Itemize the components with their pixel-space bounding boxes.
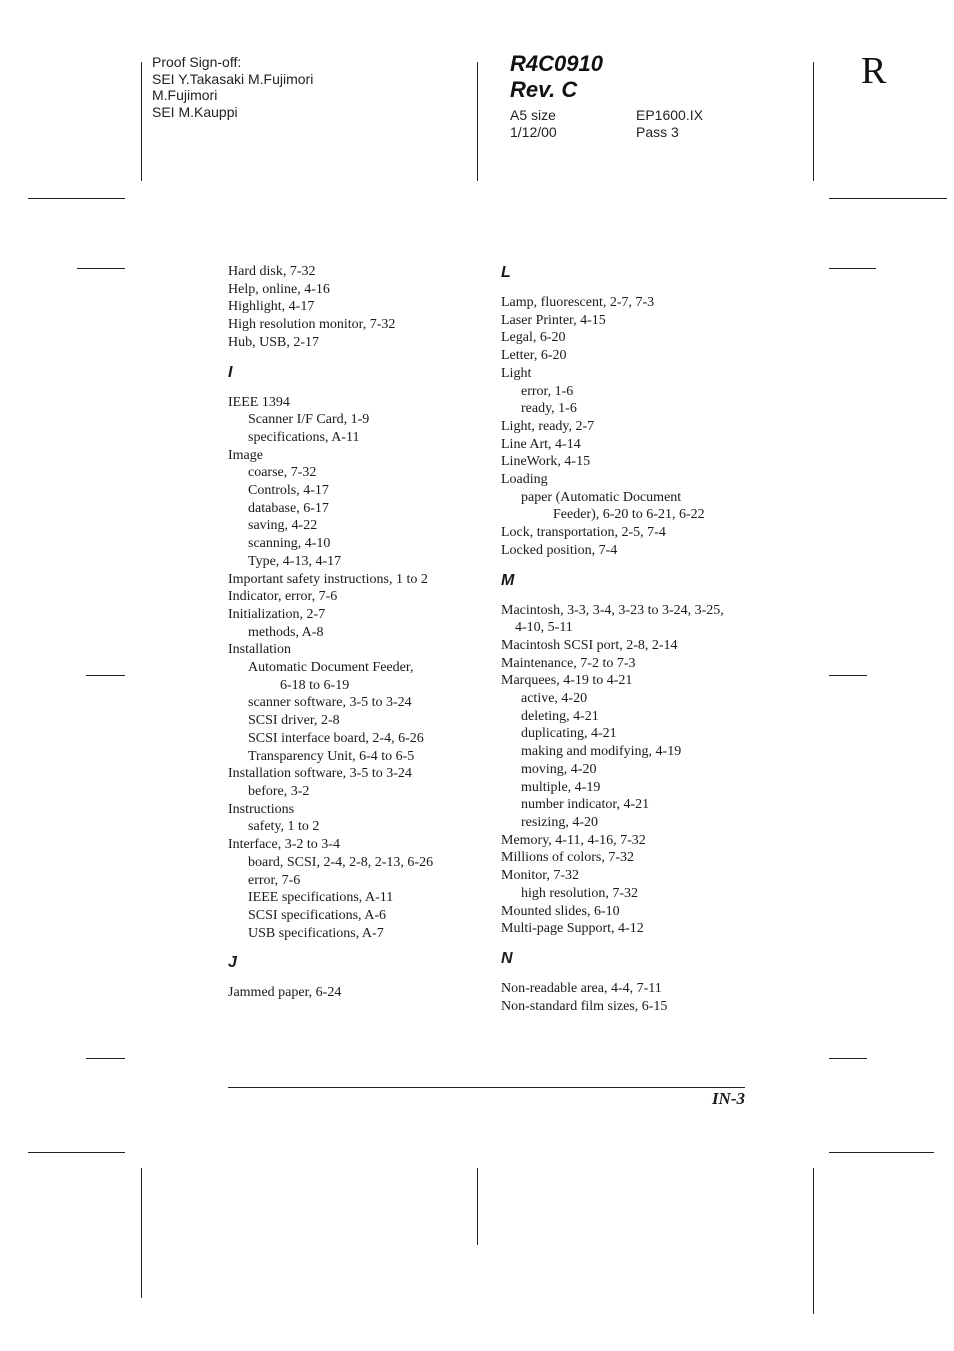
index-subentry: number indicator, 4-21 — [521, 797, 650, 813]
doc-code: R4C0910 — [510, 51, 603, 76]
index-entry: Indicator, error, 7-6 — [228, 589, 338, 605]
index-subentry: duplicating, 4-21 — [521, 726, 617, 742]
index-entry: Laser Printer, 4-15 — [501, 312, 606, 328]
index-group-i — [228, 394, 473, 943]
crop-mark-vertical — [477, 62, 478, 181]
crop-mark-vertical — [477, 1168, 478, 1245]
index-subentry: scanner software, 3-5 to 3-24 — [248, 695, 412, 711]
index-subentry: active, 4-20 — [521, 691, 588, 707]
index-entry: Line Art, 4-14 — [501, 436, 581, 452]
footer-rule — [228, 1087, 745, 1088]
index-entry: Legal, 6-20 — [501, 330, 566, 346]
index-entry: Lamp, fluorescent, 2-7, 7-3 — [501, 295, 655, 310]
index-subentry: before, 3-2 — [248, 783, 310, 799]
proof-signoff-block — [152, 54, 313, 120]
index-subentry: moving, 4-20 — [521, 761, 597, 777]
index-entry: Loading — [501, 472, 548, 488]
index-entry: IEEE 1394 — [228, 394, 290, 410]
index-subentry: saving, 4-22 — [248, 518, 318, 534]
index-entry: Memory, 4-11, 4-16, 7-32 — [501, 832, 646, 848]
index-entry: Light — [501, 365, 532, 381]
index-subentry: high resolution, 7-32 — [521, 885, 639, 901]
index-entry: Locked position, 7-4 — [501, 542, 618, 558]
index-subentry: database, 6-17 — [248, 500, 329, 516]
index-entry: Interface, 3-2 to 3-4 — [228, 837, 340, 853]
index-entry: Image — [228, 447, 263, 463]
crop-mark-horizontal — [77, 268, 125, 269]
crop-mark-horizontal — [829, 1152, 934, 1153]
index-column-left — [228, 263, 473, 1002]
index-entry: LineWork, 4-15 — [501, 454, 591, 470]
index-subentry: Automatic Document Feeder, — [248, 660, 414, 676]
index-subentry: Type, 4-13, 4-17 — [248, 553, 342, 569]
index-subentry: resizing, 4-20 — [521, 814, 598, 830]
index-entry: Instructions — [228, 801, 295, 817]
doc-info-left — [510, 107, 557, 140]
index-subentry: error, 7-6 — [248, 872, 301, 888]
index-entry: Marquees, 4-19 to 4-21 — [501, 673, 633, 689]
index-entry: Millions of colors, 7-32 — [501, 850, 634, 866]
crop-mark-vertical — [141, 62, 142, 181]
doc-title-block — [510, 51, 603, 103]
index-entry: Installation — [228, 642, 291, 658]
index-group-n — [501, 980, 751, 1015]
index-subentry: Transparency Unit, 6-4 to 6-5 — [248, 748, 415, 764]
index-entry: Mounted slides, 6-10 — [501, 903, 620, 919]
index-subentry: Feeder), 6-20 to 6-21, 6-22 — [553, 507, 705, 523]
index-subentry: coarse, 7-32 — [248, 465, 317, 481]
index-entry: Macintosh SCSI port, 2-8, 2-14 — [501, 637, 678, 653]
doc-info-right — [636, 107, 703, 140]
index-subentry: 4-10, 5-11 — [515, 620, 573, 636]
index-subentry: multiple, 4-19 — [521, 779, 601, 795]
index-entry: Macintosh, 3-3, 3-4, 3-23 to 3-24, 3-25, — [501, 602, 724, 618]
section-heading-m: M — [501, 571, 515, 589]
index-subentry: SCSI specifications, A-6 — [248, 907, 387, 923]
crop-mark-horizontal — [829, 1058, 867, 1059]
crop-mark-horizontal — [829, 675, 867, 676]
index-entry: Hub, USB, 2-17 — [228, 334, 320, 350]
doc-pass: Pass 3 — [636, 123, 679, 140]
section-heading-i: I — [228, 363, 233, 381]
index-subentry: scanning, 4-10 — [248, 536, 331, 552]
index-entry: Help, online, 4-16 — [228, 281, 330, 297]
index-subentry: paper (Automatic Document — [521, 489, 682, 505]
index-entry: Monitor, 7-32 — [501, 868, 579, 884]
index-entry: Letter, 6-20 — [501, 348, 567, 364]
index-entry: Non-standard film sizes, 6-15 — [501, 998, 668, 1014]
corner-letter: R — [861, 50, 887, 92]
index-subentry: 6-18 to 6-19 — [280, 677, 350, 693]
crop-mark-vertical — [813, 62, 814, 181]
index-subentry: ready, 1-6 — [521, 401, 577, 417]
crop-mark-vertical — [141, 1168, 142, 1298]
index-group-l — [501, 294, 751, 560]
index-subentry: error, 1-6 — [521, 383, 574, 399]
index-group-m — [501, 602, 751, 938]
index-group-j — [228, 984, 473, 1002]
index-entry: Maintenance, 7-2 to 7-3 — [501, 655, 636, 671]
doc-revision: Rev. C — [510, 77, 578, 102]
proof-line: Proof Sign-off: — [152, 54, 242, 70]
index-entry: Light, ready, 2-7 — [501, 418, 595, 434]
index-subentry: making and modifying, 4-19 — [521, 744, 682, 760]
index-entry: Installation software, 3-5 to 3-24 — [228, 766, 412, 782]
index-subentry: SCSI driver, 2-8 — [248, 713, 340, 729]
index-entry: Non-readable area, 4-4, 7-11 — [501, 980, 662, 996]
proof-line: SEI M.Kauppi — [152, 103, 238, 120]
doc-file: EP1600.IX — [636, 107, 703, 123]
crop-mark-horizontal — [829, 268, 876, 269]
index-subentry: USB specifications, A-7 — [248, 925, 384, 941]
proof-line: SEI Y.Takasaki M.Fujimori — [152, 70, 314, 87]
index-entry: Highlight, 4-17 — [228, 299, 315, 315]
index-subentry: safety, 1 to 2 — [248, 819, 320, 835]
crop-mark-horizontal — [28, 198, 125, 199]
index-subentry: SCSI interface board, 2-4, 6-26 — [248, 730, 424, 746]
crop-mark-vertical — [813, 1168, 814, 1314]
index-group-h — [228, 263, 473, 352]
crop-mark-horizontal — [28, 1152, 125, 1153]
doc-date: 1/12/00 — [510, 123, 557, 140]
index-entry: Important safety instructions, 1 to 2 — [228, 571, 428, 587]
index-subentry: board, SCSI, 2-4, 2-8, 2-13, 6-26 — [248, 854, 434, 870]
index-entry: Initialization, 2-7 — [228, 606, 326, 622]
doc-size: A5 size — [510, 107, 556, 123]
index-column-right — [501, 264, 751, 1015]
index-subentry: specifications, A-11 — [248, 429, 360, 445]
index-subentry: Controls, 4-17 — [248, 483, 329, 499]
page-number: IN-3 — [711, 1089, 745, 1108]
proof-line: M.Fujimori — [152, 87, 218, 103]
index-subentry: Scanner I/F Card, 1-9 — [248, 412, 370, 428]
section-heading-l: L — [501, 264, 511, 281]
index-entry: Multi-page Support, 4-12 — [501, 921, 644, 937]
section-heading-j: J — [228, 954, 237, 972]
index-subentry: methods, A-8 — [248, 624, 324, 640]
section-heading-n: N — [501, 949, 513, 967]
crop-mark-horizontal — [829, 198, 947, 199]
crop-mark-horizontal — [86, 675, 125, 676]
crop-mark-horizontal — [86, 1058, 125, 1059]
index-entry: Lock, transportation, 2-5, 7-4 — [501, 525, 666, 541]
index-subentry: IEEE specifications, A-11 — [248, 890, 394, 906]
index-entry: Jammed paper, 6-24 — [228, 985, 342, 1001]
index-subentry: deleting, 4-21 — [521, 708, 599, 724]
index-entry: Hard disk, 7-32 — [228, 264, 316, 279]
index-entry: High resolution monitor, 7-32 — [228, 317, 396, 333]
